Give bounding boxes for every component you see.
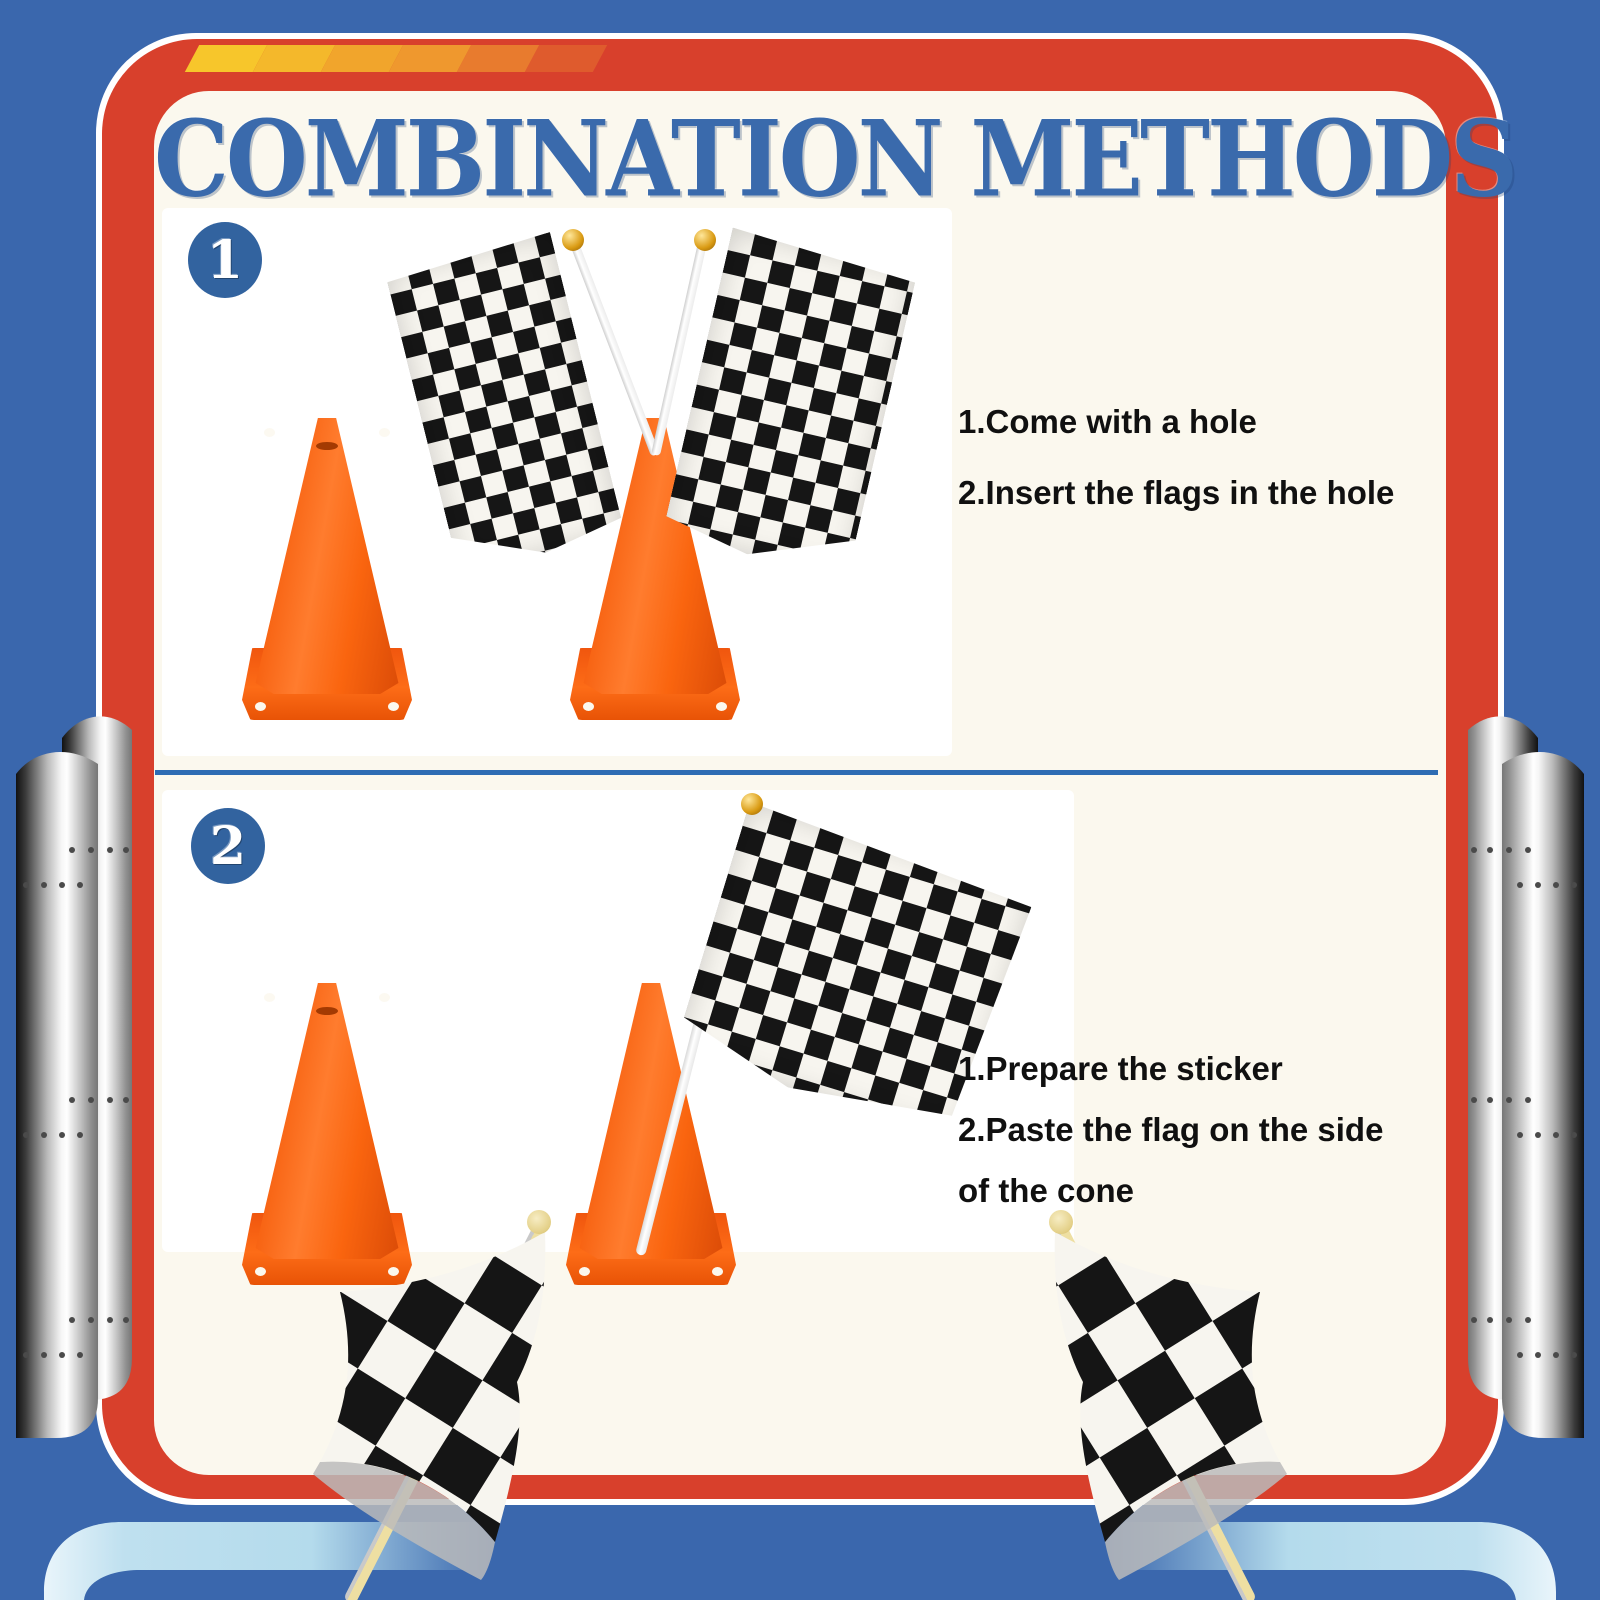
base-hole — [583, 702, 594, 711]
base-hole — [264, 993, 275, 1002]
pole-finial — [562, 229, 584, 251]
cone-tip-hole — [316, 442, 338, 450]
section-1-instructions — [958, 386, 1394, 528]
cone-body — [251, 418, 403, 694]
crossed-checkered-flag-right — [1025, 1232, 1355, 1582]
traffic-cone — [242, 420, 412, 720]
pole-finial — [694, 229, 716, 251]
instruction-line: 1.Prepare the sticker — [958, 1050, 1283, 1087]
checkered-flag — [662, 228, 918, 578]
page-curl-left — [10, 700, 140, 1445]
base-hole — [579, 1267, 590, 1276]
instruction-line: of the cone — [958, 1172, 1135, 1209]
racing-stripe — [525, 45, 607, 72]
base-hole — [388, 702, 399, 711]
cone-body — [251, 983, 403, 1259]
section-number: 1 — [206, 229, 244, 291]
base-hole — [712, 1267, 723, 1276]
pole-finial — [741, 793, 763, 815]
section-2-instructions — [958, 1038, 1383, 1221]
instruction-line: 2.Insert the flags in the hole — [958, 474, 1395, 511]
cone-with-flags-inserted — [400, 215, 880, 720]
pole-finial — [1049, 1210, 1073, 1234]
pole-finial — [527, 1210, 551, 1234]
section-divider — [155, 770, 1438, 775]
base-hole — [255, 702, 266, 711]
section-1-number-badge — [188, 222, 262, 298]
instruction-line: 2.Paste the flag on the side — [958, 1111, 1384, 1148]
base-hole — [379, 993, 390, 1002]
crossed-checkered-flag-left — [245, 1232, 575, 1582]
page-curl-right — [1460, 700, 1590, 1445]
base-hole — [264, 428, 275, 437]
section-number: 2 — [209, 815, 247, 877]
instruction-line: 1.Come with a hole — [958, 403, 1257, 440]
base-hole — [379, 428, 390, 437]
racing-stripes — [192, 45, 600, 72]
section-2-number-badge — [191, 808, 265, 884]
cone-tip-hole — [316, 1007, 338, 1015]
base-hole — [716, 702, 727, 711]
page-title: COMBINATION METHODS — [154, 98, 1516, 222]
